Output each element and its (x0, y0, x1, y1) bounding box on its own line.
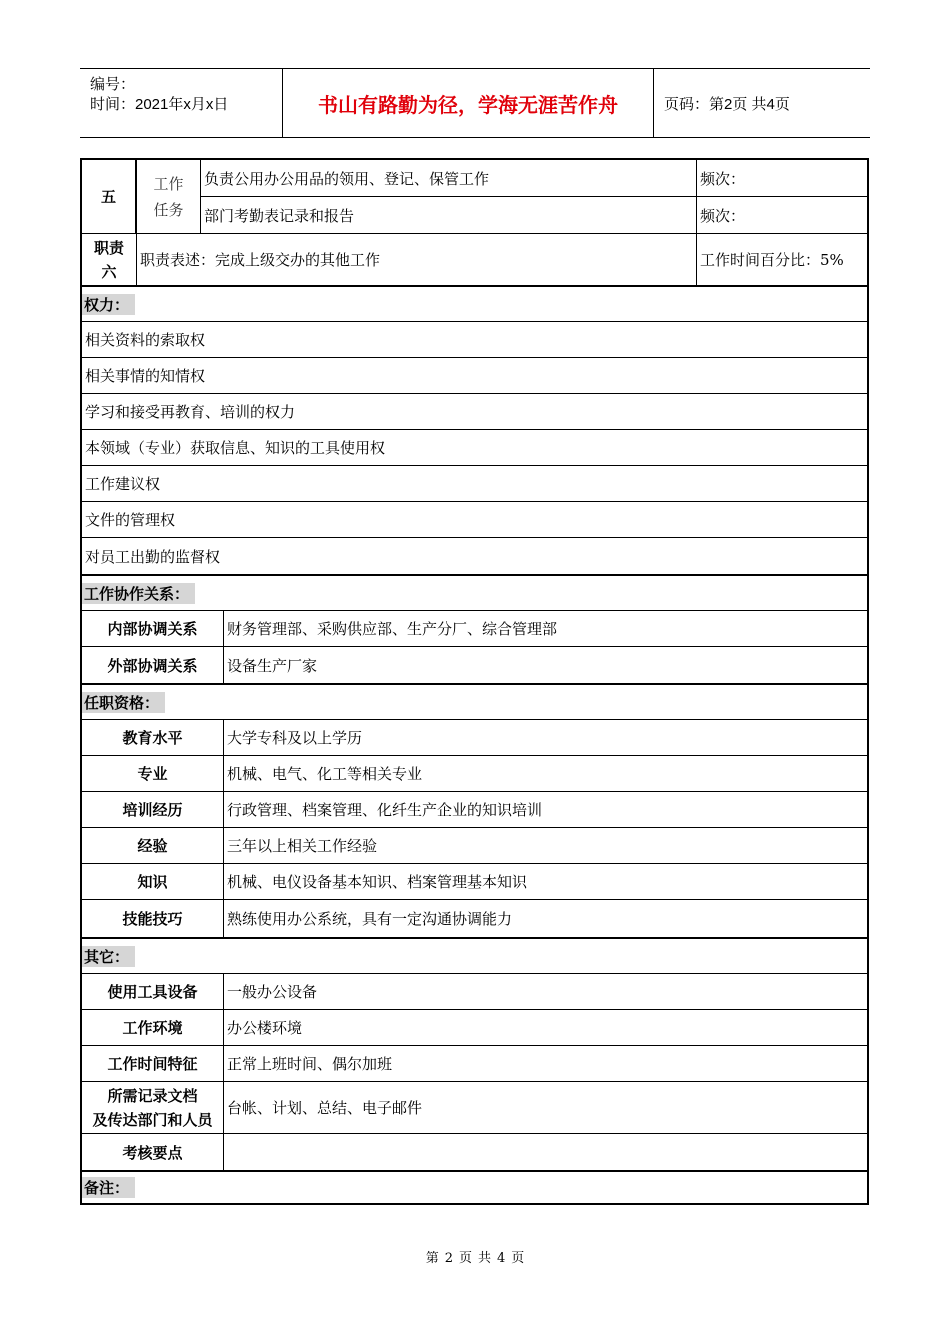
footer-di: 第 (425, 1251, 439, 1266)
header-page-info: 页码：第2页 共4页 (664, 95, 790, 113)
duty5-task-label (137, 160, 201, 233)
work-time-value: 正常上班时间、偶尔加班 (224, 1045, 867, 1081)
documents-label-line1: 所需记录文档 (107, 1086, 198, 1105)
date-label: 时间：2021年x月x日 (90, 96, 229, 113)
powers-title: 权力： (82, 294, 135, 315)
assessment-label: 考核要点 (82, 1133, 224, 1170)
job-description-table (80, 158, 869, 1205)
qualification-label: 技能技巧 (82, 899, 224, 937)
power-item: 文件的管理权 (82, 501, 867, 537)
qualification-value: 熟练使用办公系统，具有一定沟通协调能力 (224, 899, 867, 937)
power-item: 相关资料的索取权 (82, 321, 867, 357)
qualification-value: 大学专科及以上学历 (224, 719, 867, 755)
duty5-task-1: 负责公用办公用品的领用、登记、保管工作 (201, 160, 697, 196)
remarks-title: 备注： (82, 1177, 135, 1198)
power-item: 工作建议权 (82, 465, 867, 501)
task-label-text: 工作任务 (153, 174, 184, 219)
power-item: 学习和接受再教育、培训的权力 (82, 393, 867, 429)
work-time-label: 工作时间特征 (82, 1045, 224, 1081)
duty6-label (82, 233, 137, 285)
qualification-label: 经验 (82, 827, 224, 863)
footer-page-number: 2 (444, 1251, 453, 1266)
other-title: 其它： (82, 946, 135, 967)
duty6-description: 职责表述：完成上级交办的其他工作 (137, 233, 697, 285)
duty5-task-1-freq: 频次： (700, 169, 746, 188)
duty6-label-text: 职责六 (93, 238, 124, 281)
footer-ye: 页 (458, 1251, 472, 1266)
tools-value: 一般办公设备 (224, 973, 867, 1009)
remarks-section-header (82, 1170, 867, 1203)
qualifications-section-header (82, 683, 867, 719)
footer-ye2: 页 (511, 1251, 525, 1266)
environment-value: 办公楼环境 (224, 1009, 867, 1045)
header-meta (80, 69, 283, 137)
qualification-value: 机械、电气、化工等相关专业 (224, 755, 867, 791)
qualification-label: 专业 (82, 755, 224, 791)
qualification-value: 三年以上相关工作经验 (224, 827, 867, 863)
power-item: 相关事情的知情权 (82, 357, 867, 393)
internal-coordination-label: 内部协调关系 (82, 610, 224, 646)
powers-section-header (82, 285, 867, 321)
cooperation-title: 工作协作关系： (82, 583, 195, 604)
qualification-label: 知识 (82, 863, 224, 899)
cooperation-section-header (82, 574, 867, 610)
qualification-label: 培训经历 (82, 791, 224, 827)
qualification-value: 机械、电仪设备基本知识、档案管理基本知识 (224, 863, 867, 899)
footer-total-pages: 4 (497, 1251, 506, 1266)
documents-label (82, 1081, 224, 1133)
qualifications-title: 任职资格： (82, 692, 165, 713)
documents-label-line2: 及传达部门和人员 (92, 1110, 213, 1129)
duty5-task-2: 部门考勤表记录和报告 (201, 196, 697, 233)
power-item: 本领域（专业）获取信息、知识的工具使用权 (82, 429, 867, 465)
environment-label: 工作环境 (82, 1009, 224, 1045)
duty5-task-2-freq: 频次： (697, 196, 867, 233)
power-item: 对员工出勤的监督权 (82, 537, 867, 574)
page-footer (0, 1247, 950, 1266)
assessment-value (224, 1133, 867, 1170)
external-coordination-label: 外部协调关系 (82, 646, 224, 683)
duty6-time-pct: 工作时间百分比：5% (697, 233, 867, 285)
tools-label: 使用工具设备 (82, 973, 224, 1009)
footer-gong: 共 (478, 1251, 492, 1266)
qualification-value: 行政管理、档案管理、化纤生产企业的知识培训 (224, 791, 867, 827)
other-section-header (82, 937, 867, 973)
internal-coordination-value: 财务管理部、采购供应部、生产分厂、综合管理部 (224, 610, 867, 646)
external-coordination-value: 设备生产厂家 (224, 646, 867, 683)
header-slogan: 书山有路勤为径，学海无涯苦作舟 (283, 69, 654, 137)
documents-value: 台帐、计划、总结、电子邮件 (224, 1081, 867, 1133)
number-label: 编号： (90, 76, 136, 93)
document-header (80, 68, 870, 138)
qualification-label: 教育水平 (82, 719, 224, 755)
duty5-number: 五 (82, 160, 137, 233)
